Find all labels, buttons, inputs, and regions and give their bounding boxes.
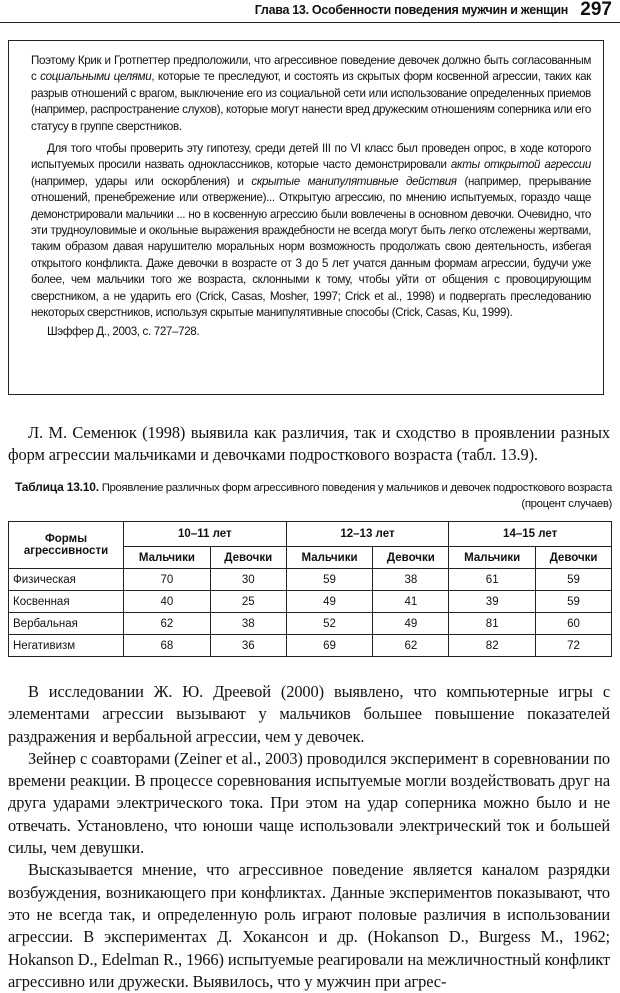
subheader-girls: Девочки [210,547,286,569]
table-row [9,569,612,591]
quote-p2-text-c: (например, прерывание отношений, пренебрежение или отвержение)... Открытую агрессию, по мнению испытуемых, гораздо чаще демонстрировали мальчики ... но в косвенную агрессию были вовлечены в основном девочки. Очевидно, что эти трудноуловимые и окольные выражения враждебности не всегда могут быть легко отслежены жертвами, таким образом давая нарушителю моральных норм возможность продолжать свою деятельность, избегая открытого конфликта. Даже девочки в возрасте от 3 до 5 лет учатся данным формам агрессии, будучи уже более, чем мальчики того же возраста, склонными к тому, чтобы уйти от общения с провоцирующим сверстником, а не ударить его (Crick, Casas, Mosher, 1997; Crick et al., 1998) и подвергать преследованию некоторых сверстников, используя скрытые манипулятивные способы (Crick, Casas, Ku, 1999). [31,174,591,320]
body-paragraph-2: Зейнер с соавторами (Zeiner et al., 2003) проводился эксперимент в соревновании по времени реакции. В процессе соревнования испытуемые могли воздействовать друг на друга ударами электрического тока. При этом на удар соперника можно было и не отвечать. Установлено, что юноши чаще использовали электрический ток и большей силы, чем девушки. [8,748,610,858]
table-cell: 49 [373,613,449,635]
table-cell: 61 [449,569,536,591]
table-caption-label: Таблица 13.10. [14,480,99,494]
chapter-title: Глава 13. Особенности поведения мужчин и женщин [254,3,568,17]
table-cell: 59 [286,569,373,591]
table-header-row [9,522,612,547]
table-cell: 59 [536,569,612,591]
table-caption-text: Проявление различных форм агрессивного поведения у мальчиков и девочек подросткового возраста (процент случаев) [98,482,612,510]
running-header [0,0,620,23]
row-label: Вербальная [9,613,124,635]
table-cell: 82 [449,635,536,657]
table-cell: 41 [373,591,449,613]
quote-p2-text-b: (например, удары или оскорбления) и [31,174,252,188]
quote-p2-emphasis-1: акты открытой агрессии [450,158,592,172]
table-row [9,591,612,613]
quote-paragraph-1 [31,53,591,135]
table-cell: 49 [286,591,373,613]
subheader-boys: Мальчики [124,547,211,569]
header-age-14-15: 14–15 лет [449,522,612,547]
table-row [9,635,612,657]
quote-p1-text-b: , которые те преследуют, и состоять из скрытых форм косвенной агрессии, таких как разрыв отношений с врагом, выключение его из социальной сети или использование определенных приемов (например, распространение слухов), которые могут нанести вред дружеским отношениям соперника или его статусу в группе сверстников. [31,70,592,133]
body-text [8,681,610,993]
table-cell: 72 [536,635,612,657]
table-cell: 69 [286,635,373,657]
header-forms: Формы агрессивности [9,522,124,569]
table-cell: 36 [210,635,286,657]
row-label: Негативизм [9,635,124,657]
table-cell: 38 [210,613,286,635]
subheader-boys: Мальчики [449,547,536,569]
table-cell: 52 [286,613,373,635]
subheader-boys: Мальчики [286,547,373,569]
table-cell: 68 [124,635,211,657]
body-paragraph-3: Высказывается мнение, что агрессивное поведение является каналом разрядки возбуждения, возникающего при конфликтах. Данные экспериментов показывают, что это не всегда так, и определенную роль играют половые различия в использовании агрессии. В экспериментах Д. Хокансон и др. (Hokanson D., Burgess M., 1962; Hokanson D., Edelman R., 1966) испытуемые реагировали на межличностный конфликт агрессивно или дружески. Выявилось, что у мужчин при агрес- [8,860,610,991]
quote-p1-emphasis: социальными целями [40,70,152,84]
subheader-girls: Девочки [373,547,449,569]
table-cell: 30 [210,569,286,591]
row-label: Косвенная [9,591,124,613]
table-cell: 60 [536,613,612,635]
table-cell: 62 [373,635,449,657]
table-cell: 38 [373,569,449,591]
body-paragraph-1: В исследовании Ж. Ю. Дреевой (2000) выявлено, что компьютерные игры с элементами агрессии вызывают у мальчиков большее повышение показателей раздражения и вербальной агрессии, чем у девочек. [8,682,610,746]
row-label: Физическая [9,569,124,591]
quote-p1-text-a: Поэтому Крик и Гротпеттер предположили, что агрессивное поведение девочек должно быть согласованным с [31,54,591,84]
aggression-table [8,521,612,657]
quote-p2-text-a: Для того чтобы проверить эту гипотезу, среди детей III по VI класс был проведен опрос, в ходе которого испытуемых просили назвать одноклассников, которые часто демонстрировали [31,142,591,172]
quote-text [31,53,591,340]
table-cell: 40 [124,591,211,613]
intro-paragraph: Л. М. Семенюк (1998) выявила как различия, так и сходство в проявлении разных форм агрессии мальчиками и девочками подросткового возраста (табл. 13.9). [8,423,610,464]
table-caption [8,479,612,512]
quote-box [8,40,604,395]
table-cell: 59 [536,591,612,613]
subheader-girls: Девочки [536,547,612,569]
table-cell: 70 [124,569,211,591]
page-number: 297 [580,0,612,20]
table-row [9,613,612,635]
header-age-12-13: 12–13 лет [286,522,449,547]
quote-signature: Шэффер Д., 2003, с. 727–728. [47,324,200,338]
table-cell: 62 [124,613,211,635]
quote-paragraph-2 [31,141,591,321]
header-age-10-11: 10–11 лет [124,522,287,547]
intro-paragraph-block [8,422,610,466]
table-cell: 39 [449,591,536,613]
table-cell: 25 [210,591,286,613]
table-cell: 81 [449,613,536,635]
quote-p2-emphasis-2: скрытые манипулятивные действия [251,174,457,188]
